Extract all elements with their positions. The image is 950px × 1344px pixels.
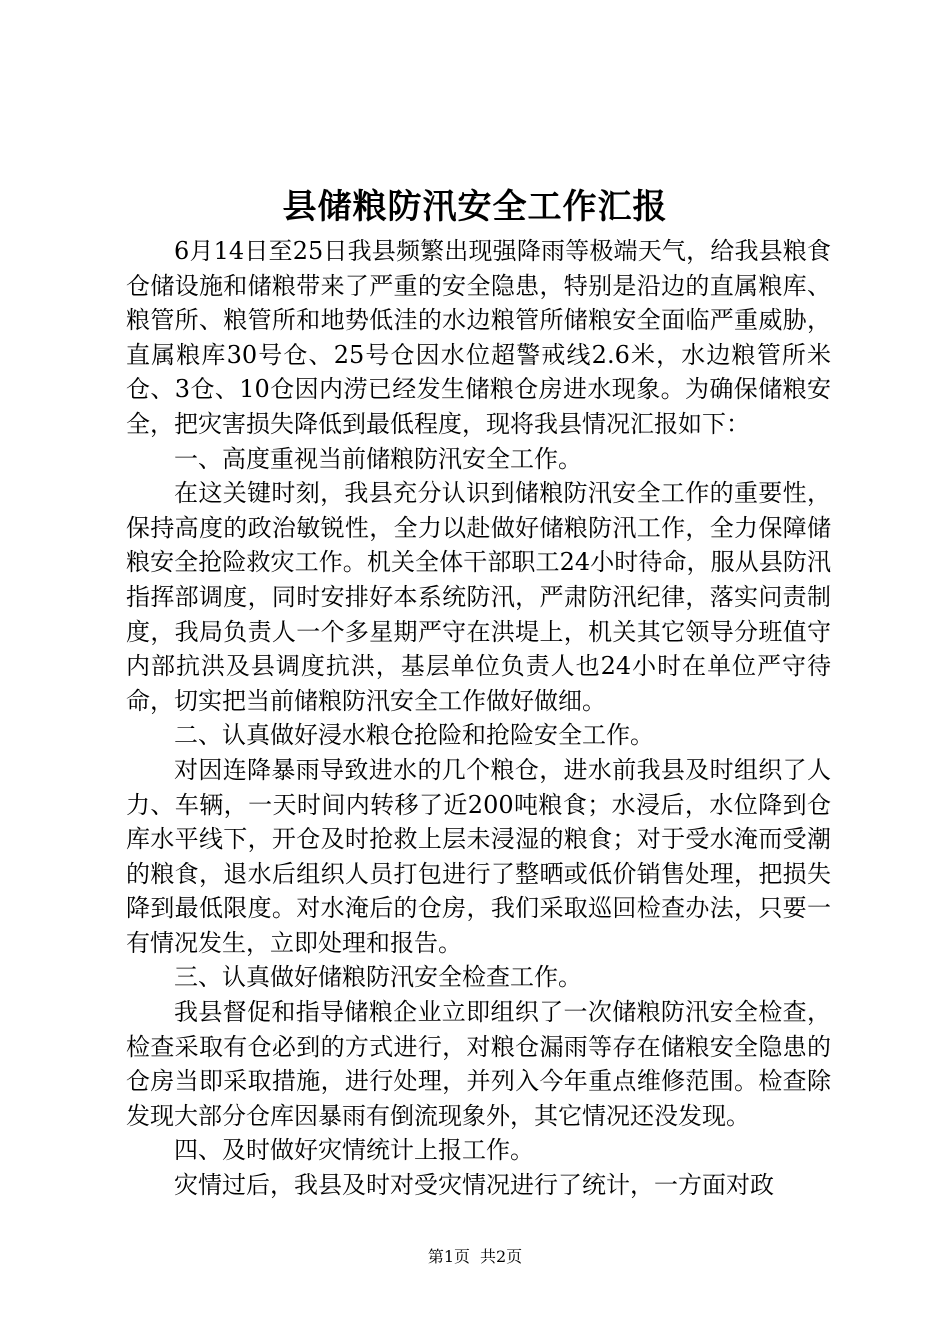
paragraph-section-2: 对因连降暴雨导致进水的几个粮仓，进水前我县及时组织了人力、车辆，一天时间内转移了近200吨粮食；水浸后，水位降到仓库水平线下，开仓及时抢救上层未浸湿的粮食；对于受水淹而受潮的粮食，退水后组织人员打包进行了整晒或低价销售处理，把损失降到最低限度。对水淹后的仓房，我们采取巡回检查办法，只要一有情况发生，立即处理和报告。 bbox=[126, 755, 831, 957]
paragraph-section-4: 灾情过后，我县及时对受灾情况进行了统计，一方面对政 bbox=[174, 1171, 774, 1200]
section-heading-4: 四、及时做好灾情统计上报工作。 bbox=[174, 1136, 534, 1165]
page-number: 第1页 bbox=[427, 1247, 470, 1266]
paragraph-section-3: 我县督促和指导储粮企业立即组织了一次储粮防汛安全检查，检查采取有仓必到的方式进行，对粮仓漏雨等存在储粮安全隐患的仓房当即采取措施，进行处理，并列入今年重点维修范围。检查除发现大部分仓库因暴雨有倒流现象外，其它情况还没发现。 bbox=[126, 998, 831, 1130]
page-footer bbox=[0, 1245, 950, 1269]
paragraph-section-1: 在这关键时刻，我县充分认识到储粮防汛安全工作的重要性，保持高度的政治敏锐性，全力以赴做好储粮防汛工作，全力保障储粮安全抢险救灾工作。机关全体干部职工24小时待命，服从县防汛指挥部调度，同时安排好本系统防汛，严肃防汛纪律，落实问责制度，我局负责人一个多星期严守在洪堤上，机关其它领导分班值守内部抗洪及县调度抗洪，基层单位负责人也24小时在单位严守待命，切实把当前储粮防汛安全工作做好做细。 bbox=[126, 479, 831, 715]
paragraph-intro: 6月14日至25日我县频繁出现强降雨等极端天气，给我县粮食仓储设施和储粮带来了严重的安全隐患，特别是沿边的直属粮库、粮管所、粮管所和地势低洼的水边粮管所储粮安全面临严重威胁，直属粮库30号仓、25号仓因水位超警戒线2.6米，水边粮管所米仓、3仓、10仓因内涝已经发生储粮仓房进水现象。为确保储粮安全，把灾害损失降低到最低程度，现将我县情况汇报如下： bbox=[126, 237, 831, 438]
section-heading-1: 一、高度重视当前储粮防汛安全工作。 bbox=[174, 444, 582, 473]
section-heading-2: 二、认真做好浸水粮仓抢险和抢险安全工作。 bbox=[174, 721, 654, 750]
document-title: 县储粮防汛安全工作汇报 bbox=[282, 187, 668, 227]
page-total: 共2页 bbox=[480, 1247, 523, 1266]
document-body bbox=[126, 234, 831, 1203]
section-heading-3: 三、认真做好储粮防汛安全检查工作。 bbox=[174, 963, 582, 992]
